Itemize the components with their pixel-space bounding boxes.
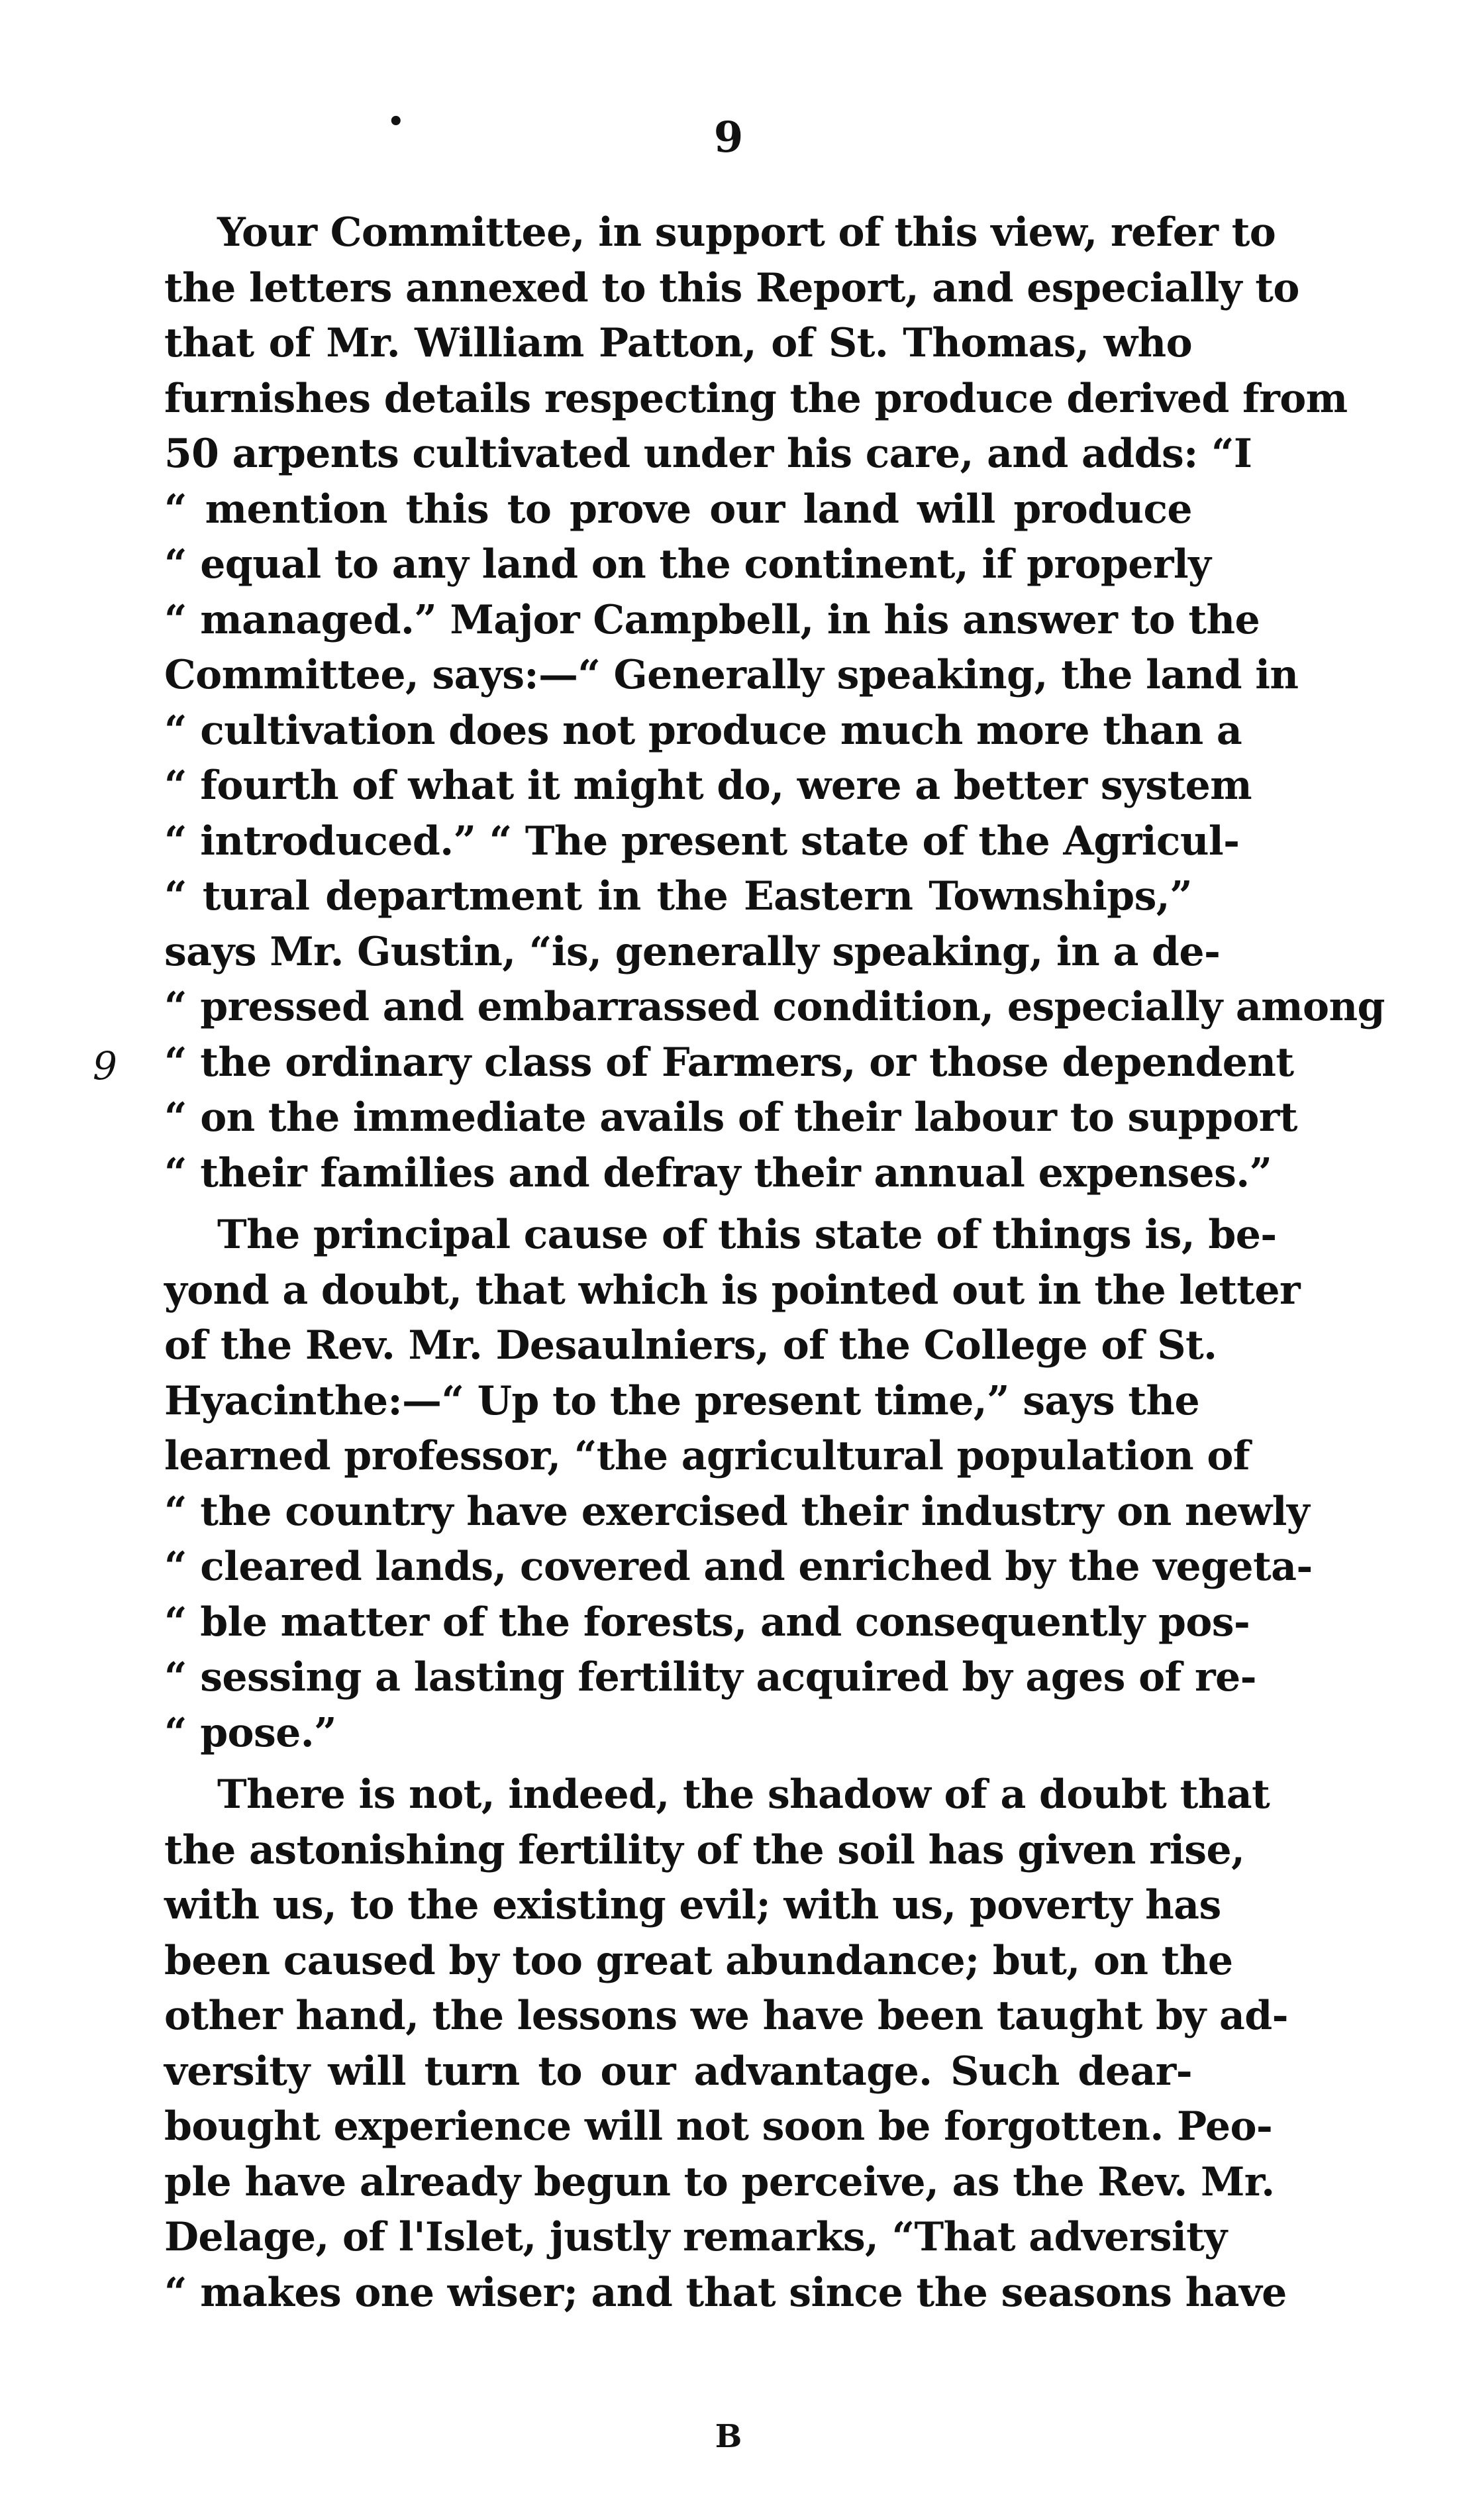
text-line: There is not, indeed, the shadow of a doubt that: [217, 1771, 1270, 1818]
text-line: Delage, of l'Islet, justly remarks, “That adversity: [164, 2214, 1227, 2260]
paragraph-3: [164, 1767, 1288, 2321]
margin-note: 9: [93, 1043, 117, 1088]
text-line: “ the country have exercised their industry on newly: [164, 1488, 1310, 1535]
text-line: 50 arpents cultivated under his care, and adds: “I: [164, 431, 1252, 477]
text-line: been caused by too great abundance; but, on the: [164, 1937, 1233, 1984]
text-line: “ managed.” Major Campbell, in his answer to the: [164, 596, 1260, 643]
text-line: “ their families and defray their annual expenses.”: [164, 1149, 1272, 1196]
text-line: that of Mr. William Patton, of St. Thomas, who: [164, 320, 1192, 366]
text-line: “ pressed and embarrassed condition, especially among: [164, 984, 1385, 1030]
text-line: learned professor, “the agricultural population of: [164, 1433, 1250, 1479]
text-line: of the Rev. Mr. Desaulniers, of the College of St.: [164, 1322, 1217, 1369]
text-line: The principal cause of this state of things is, be-: [217, 1212, 1277, 1258]
body-text: [164, 205, 1385, 2321]
paragraph-1: [164, 205, 1385, 1201]
text-line: “ sessing a lasting fertility acquired by ages of re-: [164, 1654, 1256, 1701]
text-line: with us, to the existing evil; with us, poverty has: [164, 1882, 1221, 1928]
text-line: “ makes one wiser; and that since the seasons have: [164, 2269, 1287, 2316]
paragraph-2: [164, 1208, 1313, 1761]
text-line: “ cleared lands, covered and enriched by the vegeta-: [164, 1544, 1313, 1590]
text-line: bought experience will not soon be forgotten. Peo-: [164, 2103, 1273, 2150]
text-line: “ introduced.” “ The present state of the Agricul-: [164, 817, 1240, 865]
text-line: furnishes details respecting the produce derived from: [164, 375, 1348, 422]
text-line: “ mention this to prove our land will produce: [164, 486, 1192, 533]
text-line: Committee, says:—“ Generally speaking, the land in: [164, 652, 1299, 698]
text-line: other hand, the lessons we have been taught by ad-: [164, 1993, 1288, 2039]
text-line: the astonishing fertility of the soil has given rise,: [164, 1826, 1245, 1873]
signature-mark: B: [715, 2418, 742, 2455]
text-line: “ pose.”: [164, 1709, 336, 1756]
text-line: says Mr. Gustin, “is, generally speaking, in a de-: [164, 928, 1221, 975]
text-line: ple have already begun to perceive, as the Rev. Mr.: [164, 2158, 1275, 2205]
text-line: “ on the immediate avails of their labour to support: [164, 1094, 1297, 1141]
text-line: “ tural department in the Eastern Townships,”: [164, 873, 1192, 919]
text-line: yond a doubt, that which is pointed out in the letter: [164, 1267, 1300, 1314]
text-line: “ ble matter of the forests, and consequently pos-: [164, 1599, 1250, 1646]
text-line: “ the ordinary class of Farmers, or those dependent: [164, 1039, 1294, 1086]
text-line: “ cultivation does not produce much more than a: [164, 707, 1242, 754]
text-line: Hyacinthe:—“ Up to the present time,” says the: [164, 1377, 1200, 1424]
text-line: “ fourth of what it might do, were a better system: [164, 762, 1252, 809]
page-number: 9: [713, 113, 744, 162]
text-line: “ equal to any land on the continent, if properly: [164, 541, 1211, 588]
ink-speck: •: [387, 106, 405, 137]
text-line: the letters annexed to this Report, and especially to: [164, 264, 1299, 311]
text-line: Your Committee, in support of this view, refer to: [217, 209, 1276, 256]
text-line: versity will turn to our advantage. Such dear-: [164, 2048, 1192, 2095]
